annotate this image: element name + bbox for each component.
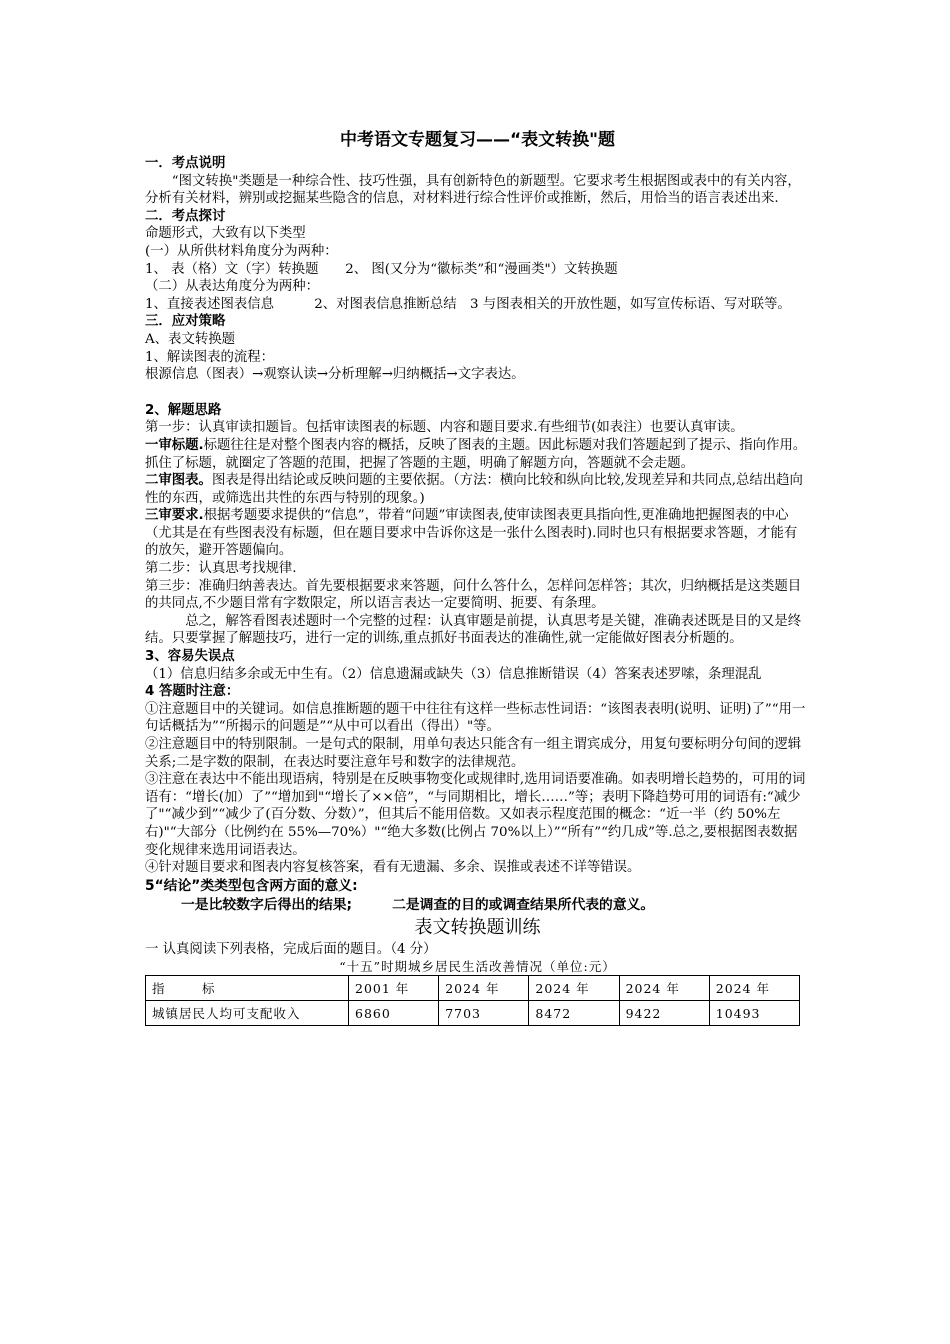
section-2-line: (一）从所供材料角度分为两种： — [145, 243, 338, 259]
note-2: ②注意题目中的特别限制。一是句式的限制，用单句表达只能含有一组主谓宾成分，用复句要标明分句间的逻辑关系;二是字数的限制，在表达时要注意年号和数字的法律规范。 — [145, 737, 802, 770]
section-3-line: A、表文转换题 — [145, 331, 236, 347]
part-3-body: （1）信息归结多余或无中生有。（2）信息遗漏或缺失（3）信息推断错误（4）答案表述罗嗦，条理混乱 — [145, 666, 762, 682]
section-2-heading: 二．考点探讨 — [145, 208, 226, 224]
step-1: 第一步：认真审读扣题旨。包括审读图表的标题、内容和题目要求.有些细节(如表注）也要认真审读。 — [145, 420, 744, 436]
part-2-heading: 2、解题思路 — [145, 402, 222, 418]
section-1-heading: 一．考点说明 — [145, 156, 226, 171]
part-5-heading: 5“结论”类类型包含两方面的意义: — [145, 877, 358, 894]
review-requirement-para — [145, 507, 810, 560]
summary-para: 总之，解答看图表述题时一个完整的过程：认真审题是前提，认真思考是关键，准确表述既是目的又是终结。只要掌握了解题技巧，进行一定的训练,重点抓好书面表达的准确性,就一定能做好图表分析题的。 — [145, 613, 802, 647]
data-table — [145, 975, 800, 1026]
review-chart-para — [145, 472, 810, 507]
table-cell: 10493 — [709, 1001, 799, 1026]
note-3: ③注意在表达中不能出现语病，特别是在反映事物变化或规律时,选用词语要准确。如表明增长趋势的，可用的词语有：“增长(加）了”“增加到"“增长了××倍”，“与同期相比，增长……”等；表明下降趋势可用的词语有:“减少了"“减少到”“减少了(百分数、分数）”，但其后不能用倍数。又如表示程度范围的概念：“近一半（约 50%左右)"“大部分（比例约在 55%—70%）"“绝大多数(比例占 70%以上）”“所有”“约几成”等.总之,要根据图表数据变化规律来选用词语表达。 — [145, 772, 806, 858]
part-4-heading: 4 答题时注意： — [145, 684, 240, 700]
part-3-heading: 3、容易失误点 — [145, 649, 235, 665]
table-header-cell: 指 标 — [146, 976, 349, 1001]
table-row — [146, 1001, 800, 1026]
step-3: 第三步：准确归纳善表达。首先要根据要求来答题，问什么答什么，怎样问怎样答；其次，归纳概括是这类题目的共同点,不少题目常有字数限定，所以语言表达一定要简明、扼要、有条理。 — [145, 578, 802, 612]
section-3-line: 1、解读图表的流程： — [145, 349, 275, 365]
step-2: 第二步：认真思考找规律. — [145, 561, 297, 577]
section-3-heading: 三．应对策略 — [145, 314, 226, 330]
section-2-line: 1、直接表述图表信息 2、对图表信息推断总结 3 与图表相关的开放性题，如写宣传标语、写对联等。 — [145, 296, 791, 312]
review-title-para — [145, 437, 810, 472]
section-2-line: （二）从表达角度分为两种： — [145, 279, 320, 295]
table-cell: 城镇居民人均可支配收入 — [146, 1001, 349, 1026]
table-header-cell: 2024 年 — [619, 976, 709, 1001]
exercise-title: 表文转换题训练 — [414, 916, 541, 938]
section-2-line: 命题形式，大致有以下类型 — [145, 226, 306, 242]
table-header-cell: 2024 年 — [529, 976, 619, 1001]
table-cell: 8472 — [529, 1001, 619, 1026]
section-2-line: 1、 表（格）文（字）转换题 2、 图(又分为“徽标类”和“漫画类"）文转换题 — [145, 261, 618, 277]
section-1-body: “图文转换"类题是一种综合性、技巧性强，具有创新特色的新题型。它要求考生根据图或表中的有关内容，分析有关材料，辨别或挖掘某些隐含的信息，对材料进行综合性评价或推断，然后，用恰当的语言表述出来. — [145, 173, 801, 207]
table-cell: 9422 — [619, 1001, 709, 1026]
review-requirement-label: 三审要求. — [145, 508, 204, 524]
table-cell: 7703 — [439, 1001, 529, 1026]
question-1: 一 认真阅读下列表格，完成后面的题目。（4 分） — [145, 941, 437, 957]
note-1: ①注意题目中的关键词。如信息推断题的题干中往往有这样一些标志性词语：“该图表表明(说明、证明)了”“用一句话概括为”“所揭示的问题是”“从中可以看出（得出）"等。 — [145, 701, 806, 735]
page-title: 中考语文专题复习——“表文转换"题 — [339, 130, 616, 150]
review-requirement-text: 根据考题要求提供的“信息”，带着“问题”审读图表,使审读图表更具指向性,更准确地把握图表的中心（尤其是在有些图表没有标题，但在题目要求中告诉你这是一张什么图表时).同时也只有根据要求答题，才能有的放矢，避开答题偏向。 — [145, 508, 798, 559]
point-b: 二是调查的目的或调查结果所代表的意义。 — [392, 896, 655, 913]
table-caption: “十五”时期城乡居民生活改善情况（单位:元） — [339, 959, 616, 975]
point-a: 一是比较数字后得出的结果; — [181, 896, 353, 913]
table-header-cell: 2024 年 — [439, 976, 529, 1001]
review-title-label: 一审标题. — [145, 437, 204, 453]
table-cell: 6860 — [349, 1001, 439, 1026]
section-3-line: 根源信息（图表）→观察认读→分析理解→归纳概括→文字表达。 — [145, 367, 525, 383]
review-chart-label: 二审图表。 — [145, 473, 212, 489]
note-4: ④针对题目要求和图表内容复核答案，看有无遗漏、多余、误推或表述不详等错误。 — [145, 860, 641, 876]
table-header-cell: 2001 年 — [349, 976, 439, 1001]
review-chart-text: 图表是得出结论或反映问题的主要依据。（方法：横向比较和纵向比较,发现差异和共同点,总结出趋向性的东西，或筛选出共性的东西与特别的现象。) — [145, 473, 803, 506]
review-title-text: 标题往往是对整个图表内容的概括，反映了图表的主题。因此标题对我们答题起到了提示、指向作用。抓住了标题，就圈定了答题的范围，把握了答题的主题，明确了解题方向，答题就不会走题。 — [145, 437, 807, 471]
table-header-row — [146, 976, 800, 1001]
part-5-points — [145, 896, 810, 915]
document-page — [145, 128, 810, 1026]
table-header-cell: 2024 年 — [709, 976, 799, 1001]
